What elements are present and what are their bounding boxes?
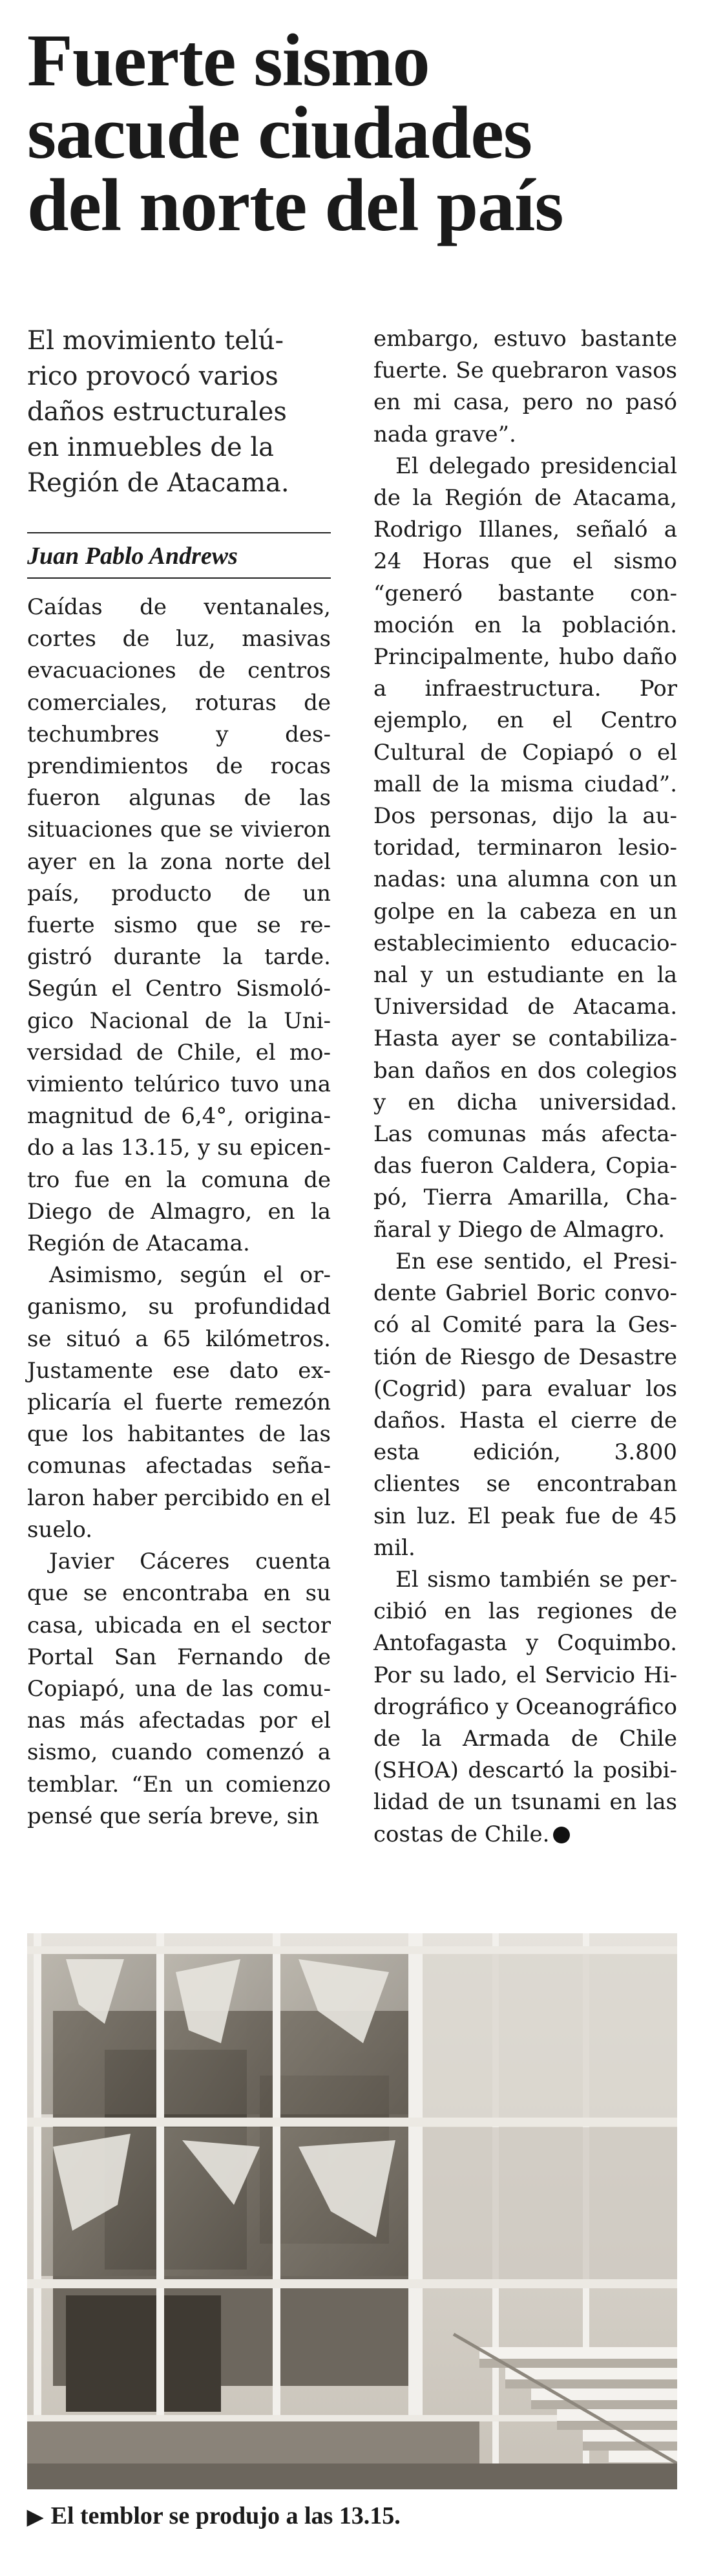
body-paragraph: Javier Cáceres cuenta que se encontraba en su casa, ubicada en el sector Portal San Fernando de Copiapó, una de las comunas más afectadas por el sismo, cuando comenzó a temblar. “En un comienzo pensé que sería breve, sin: [27, 1549, 331, 1829]
body-paragraph-text: El sismo también se percibió en las regiones de Antofagasta y Coquimbo. Por su lado, el Servicio Hidrográfico y Oceanográfico de la Armada de Chile (SHOA) descartó la posibilidad de un tsunami en las costas de Chile.: [373, 1566, 677, 1847]
headline-line: Fuerte sismo: [27, 19, 430, 102]
body-paragraph: embargo, estuvo bastante fuerte. Se quebraron vasos en mi casa, pero no pasó nada grave”.: [373, 326, 677, 447]
right-column: [373, 323, 677, 1851]
headline-line: del norte del país: [27, 164, 563, 247]
body-paragraph-final: [373, 1564, 677, 1851]
deck-line: en inmuebles de la: [27, 433, 275, 462]
deck-line: Región de Atacama.: [27, 468, 289, 498]
headline-line: sacude ciudades: [27, 92, 532, 175]
deck-line: rico provocó varios: [27, 361, 278, 391]
deck-line: daños estructurales: [27, 397, 287, 427]
body-paragraph: Caídas de ventanales, cortes de luz, masivas evacuaciones de centros comerciales, roturas de techumbres y desprendimientos de rocas fueron algunas de las situaciones que se vivieron ayer en la zona norte del país, producto de un fuerte sismo que se registró durante la tarde. Según el Centro Sismológico Nacional de la Universidad de Chile, el movimiento telúrico tuvo una magnitud de 6,4°, originado a las 13.15, y su epicentro fue en la comuna de Diego de Almagro, en la Región de Atacama.: [27, 594, 331, 1257]
left-column: [27, 323, 331, 1832]
caption-text: El temblor se produjo a las 13.15.: [50, 2502, 401, 2529]
body-paragraph: En ese sentido, el Presidente Gabriel Boric convocó al Comité para la Gestión de Riesgo de Desastre (Cogrid) para evaluar los daños. Hasta el cierre de esta edición, 3.800 clientes se encontraban sin luz. El peak fue de 45 mil.: [373, 1248, 677, 1561]
deck: [27, 323, 331, 501]
body-paragraph: Asimismo, según el organismo, su profundidad se situó a 65 kilómetros. Justamente ese dato explicaría el fuerte remezón que los habitantes de las comunas afectadas señalaron haber percibido en el suelo.: [27, 1262, 331, 1543]
byline: Juan Pablo Andrews: [27, 532, 331, 579]
earthquake-damage-photo: [27, 1933, 677, 2489]
body-paragraph: El delegado presidencial de la Región de Atacama, Rodrigo Illanes, señaló a 24 Horas que el sismo “generó bastante conmoción en la población. Principalmente, hubo daño a infraestructura. Por ejemplo, en el Centro Cultural de Copiapó o el mall de la misma ciudad”. Dos personas, dijo la autoridad, terminaron lesionadas: una alumna con un golpe en la cabeza en un establecimiento educacional y un estudiante en la Universidad de Atacama. Hasta ayer se contabilizaban daños en dos colegios y en dicha universidad. Las comunas más afectadas fueron Caldera, Copiapó, Tierra Amarilla, Chañaral y Diego de Almagro.: [373, 453, 677, 1243]
photo-caption: [27, 2501, 677, 2531]
end-of-article-icon: [553, 1827, 570, 1843]
triangle-right-icon: ▶: [27, 2505, 43, 2528]
headline: [27, 19, 680, 247]
deck-line: El movimiento telú-: [27, 326, 284, 356]
